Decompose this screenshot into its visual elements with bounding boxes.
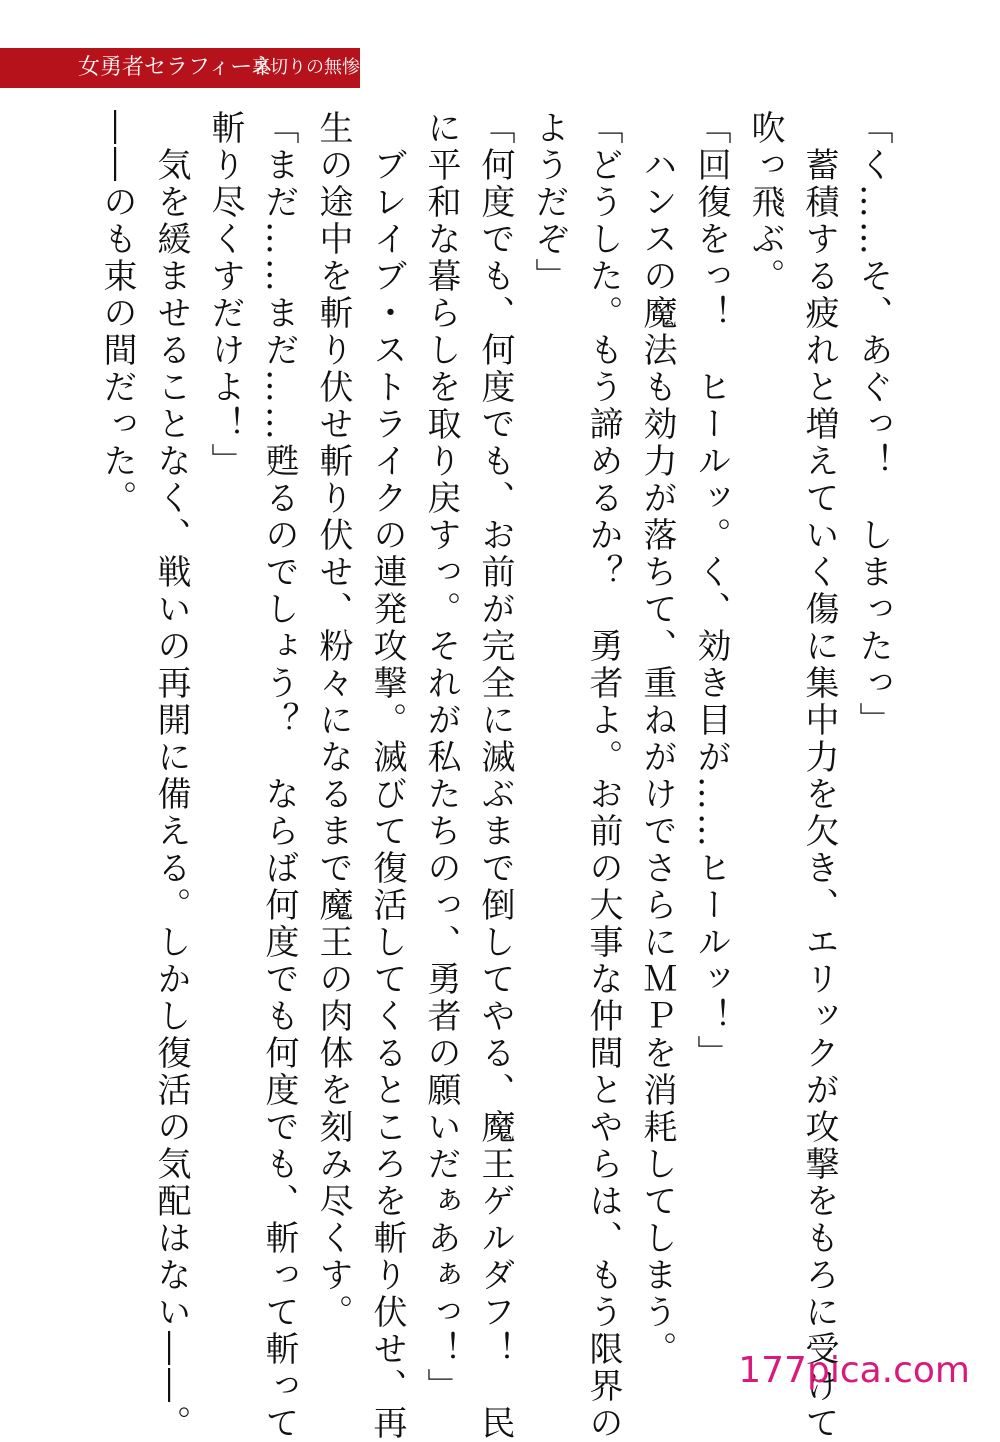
- text-line: 生の途中を斬り伏せ斬り伏せ、粉々になるまで魔王の肉体を刻み尽くす。: [313, 110, 353, 1331]
- text-line: 蓄積する疲れと増えていく傷に集中力を欠き、エリックが攻撃をもろに受けて: [799, 110, 839, 1442]
- book-title: 女勇者セラフィーネ: [78, 55, 274, 80]
- chapter-title: 裏切りの無惨劇: [252, 57, 378, 78]
- text-line: 「く……そ、あぐっ！ しまったっ」: [853, 110, 893, 739]
- text-line: 「どうした。もう諦めるか？ 勇者よ。お前の大事な仲間とやらは、もう限界の: [583, 110, 623, 1442]
- text-line: に平和な暮らしを取り戻すっ。それが私たちのっ、勇者の願いだぁあぁっ！」: [421, 110, 461, 1405]
- text-line: 気を緩ませることなく、戦いの再開に備える。しかし復活の気配はない――。: [151, 110, 191, 1442]
- text-line: 吹っ飛ぶ。: [745, 110, 785, 295]
- text-line: ――のも束の間だった。: [97, 110, 137, 517]
- text-line: 「まだ……まだ……甦るのでしょう？ ならば何度でも何度でも、斬って斬って: [259, 110, 299, 1442]
- text-line: 「回復をっ！ ヒールッ。く、効き目が……ヒールッ！」: [691, 110, 731, 1072]
- header-band: [0, 48, 378, 88]
- text-line: ようだぞ」: [529, 110, 569, 295]
- text-line: ブレイブ・ストライクの連発攻撃。滅びて復活してくるところを斬り伏せ、再: [367, 110, 407, 1442]
- text-line: ハンスの魔法も効力が落ちて、重ねがけでさらにＭＰを消耗してしまう。: [637, 110, 677, 1368]
- text-line: 「何度でも、何度でも、お前が完全に滅ぶまで倒してやる、魔王ゲルダフ！ 民: [475, 110, 515, 1442]
- watermark: 177pica.com: [738, 1350, 970, 1391]
- text-line: 斬り尽くすだけよ！」: [205, 110, 245, 480]
